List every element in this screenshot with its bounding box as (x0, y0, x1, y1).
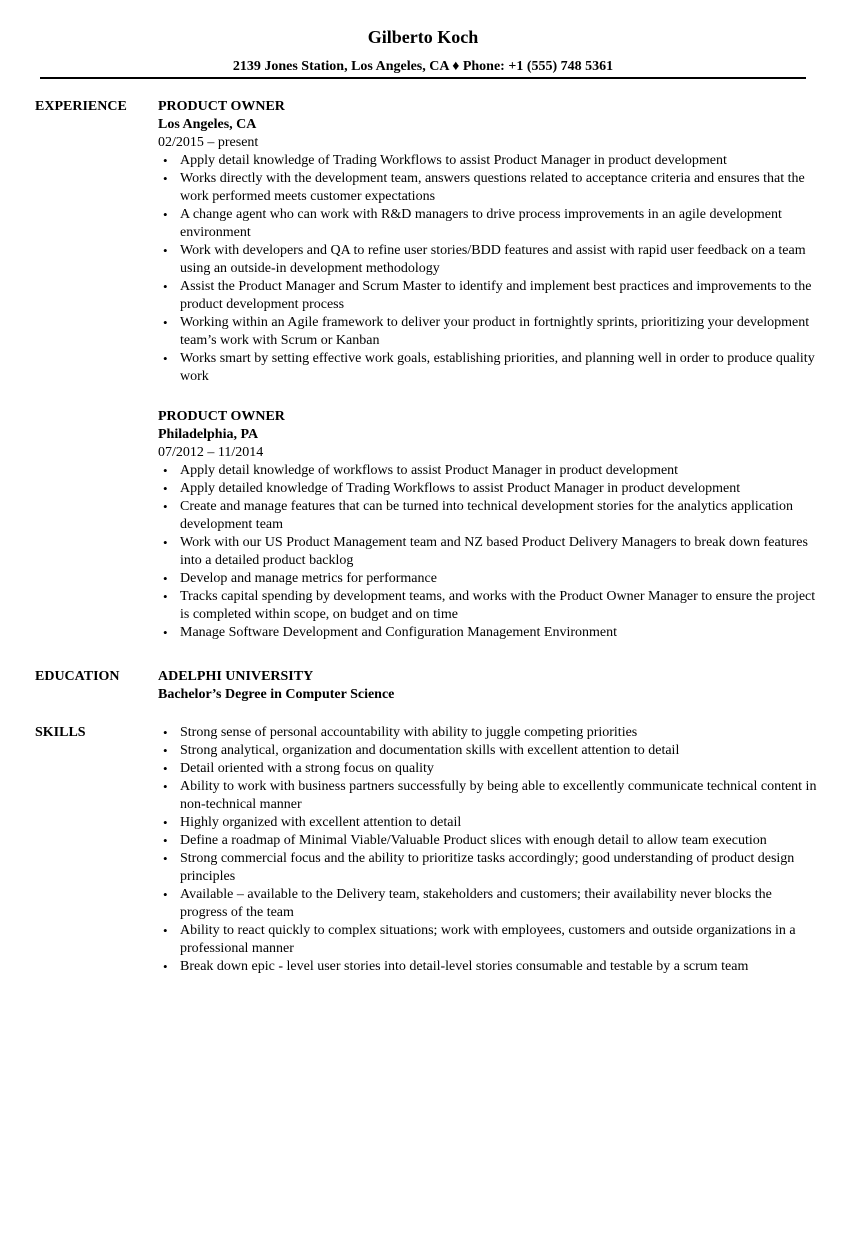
list-item: • Work with our US Product Management team and NZ based Product Delivery Managers to break down features into a detailed product backlog (158, 534, 818, 570)
list-item: • Work with developers and QA to refine user stories/BDD features and assist with rapid user feedback on a team using an outside-in development methodology (158, 242, 818, 278)
contact-line: 2139 Jones Station, Los Angeles, CA ♦ Phone: +1 (555) 748 5361 (232, 59, 614, 74)
list-item: • A change agent who can work with R&D managers to drive process improvements in an agile development environment (158, 206, 818, 242)
job-title: PRODUCT OWNER (158, 409, 285, 424)
education-entry (158, 668, 818, 704)
list-item: • Apply detail knowledge of Trading Workflows to assist Product Manager in product development (158, 152, 818, 170)
list-item: • Highly organized with excellent attention to detail (158, 814, 818, 832)
job-dates: 07/2012 – 11/2014 (158, 445, 264, 460)
skills-list (158, 724, 818, 976)
skills-heading: SKILLS (35, 725, 86, 740)
education-heading: EDUCATION (35, 669, 120, 684)
job-bullets (158, 462, 818, 642)
list-item: • Works directly with the development team, answers questions related to acceptance criteria and ensures that the work performed meets customer expectations (158, 170, 818, 206)
list-item: • Define a roadmap of Minimal Viable/Valuable Product slices with enough detail to allow team execution (158, 832, 818, 850)
list-item: • Manage Software Development and Configuration Management Environment (158, 624, 818, 642)
school-name: ADELPHI UNIVERSITY (158, 669, 314, 684)
list-item: • Create and manage features that can be turned into technical development stories for the analytics application development team (158, 498, 818, 534)
experience-entry (158, 408, 818, 642)
skills-bullets (158, 724, 818, 976)
list-item: • Detail oriented with a strong focus on quality (158, 760, 818, 778)
job-bullets (158, 152, 818, 386)
job-dates: 02/2015 – present (158, 135, 259, 150)
header-divider (40, 77, 806, 79)
job-location: Los Angeles, CA (158, 117, 257, 132)
experience-heading: EXPERIENCE (35, 99, 127, 114)
candidate-name: Gilberto Koch (367, 27, 479, 47)
list-item: • Tracks capital spending by development teams, and works with the Product Owner Manager to ensure the project is completed within scope, on budget and on time (158, 588, 818, 624)
list-item: • Strong commercial focus and the ability to prioritize tasks accordingly; good understanding of product design principles (158, 850, 818, 886)
list-item: • Break down epic - level user stories into detail-level stories consumable and testable by a scrum team (158, 958, 818, 976)
degree: Bachelor’s Degree in Computer Science (158, 687, 395, 702)
list-item: • Available – available to the Delivery team, stakeholders and customers; their availability never blocks the progress of the team (158, 886, 818, 922)
list-item: • Ability to react quickly to complex situations; work with employees, customers and outside organizations in a professional manner (158, 922, 818, 958)
list-item: • Assist the Product Manager and Scrum Master to identify and implement best practices and improvements to the product development process (158, 278, 818, 314)
list-item: • Develop and manage metrics for performance (158, 570, 818, 588)
list-item: • Strong analytical, organization and documentation skills with excellent attention to detail (158, 742, 818, 760)
list-item: • Apply detail knowledge of workflows to assist Product Manager in product development (158, 462, 818, 480)
job-title: PRODUCT OWNER (158, 99, 285, 114)
experience-entry (158, 98, 818, 386)
list-item: • Working within an Agile framework to deliver your product in fortnightly sprints, prioritizing your development team’s work with Scrum or Kanban (158, 314, 818, 350)
list-item: • Apply detailed knowledge of Trading Workflows to assist Product Manager in product development (158, 480, 818, 498)
job-location: Philadelphia, PA (158, 427, 259, 442)
list-item: • Strong sense of personal accountability with ability to juggle competing priorities (158, 724, 818, 742)
list-item: • Ability to work with business partners successfully by being able to excellently communicate technical content in non-technical manner (158, 778, 818, 814)
list-item: • Works smart by setting effective work goals, establishing priorities, and planning well in order to produce quality work (158, 350, 818, 386)
